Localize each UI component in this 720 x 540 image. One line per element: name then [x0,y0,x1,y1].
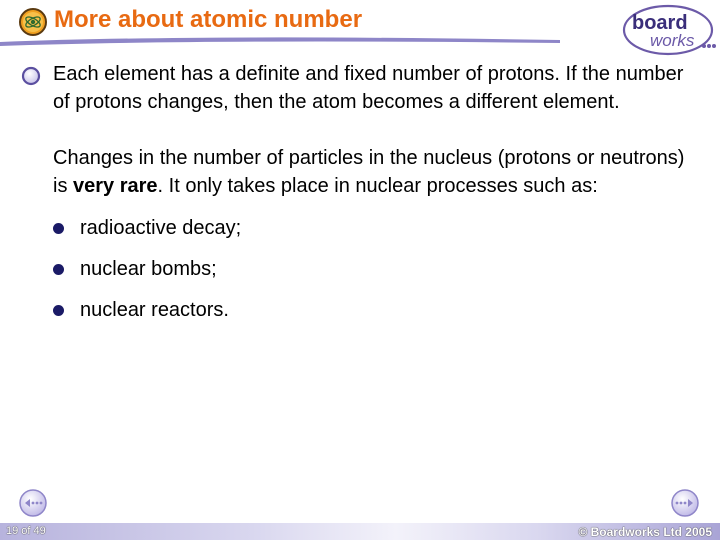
bullet-dot-icon [53,223,64,234]
svg-text:works: works [650,31,695,50]
atom-icon [18,7,48,37]
bullet-dot-icon [53,264,64,275]
list-item [53,214,693,255]
paragraph-nucleus-changes [53,144,693,200]
list-item-text: nuclear bombs; [80,258,217,280]
emphasis-very-rare: very rare [73,175,158,197]
boardworks-logo [620,2,718,58]
section-bullet-icon [21,66,41,86]
nuclear-process-list [53,214,693,337]
list-item-text: nuclear reactors. [80,299,229,321]
slide-header [0,0,720,50]
next-slide-button[interactable] [670,488,700,518]
paragraph-proton-number: Each element has a definite and fixed number of protons. If the number of protons changes, then the atom becomes a different element. [53,63,684,113]
bullet-dot-icon [53,305,64,316]
title-underline [0,36,560,48]
list-item [53,255,693,296]
slide-number: 19 of 49 [6,525,46,537]
copyright-text: © Boardworks Ltd 2005 [578,525,712,539]
page-title: More about atomic number [54,6,363,33]
slide-body [53,60,693,337]
list-item [53,296,693,337]
paragraph-text-end: . It only takes place in nuclear processes such as: [157,175,598,197]
previous-slide-button[interactable] [18,488,48,518]
svg-text:board: board [632,12,688,34]
list-item-text: radioactive decay; [80,217,242,239]
paragraph-text-start: Changes in the number of particles in the nucleus (protons or neutrons) is [53,147,685,197]
